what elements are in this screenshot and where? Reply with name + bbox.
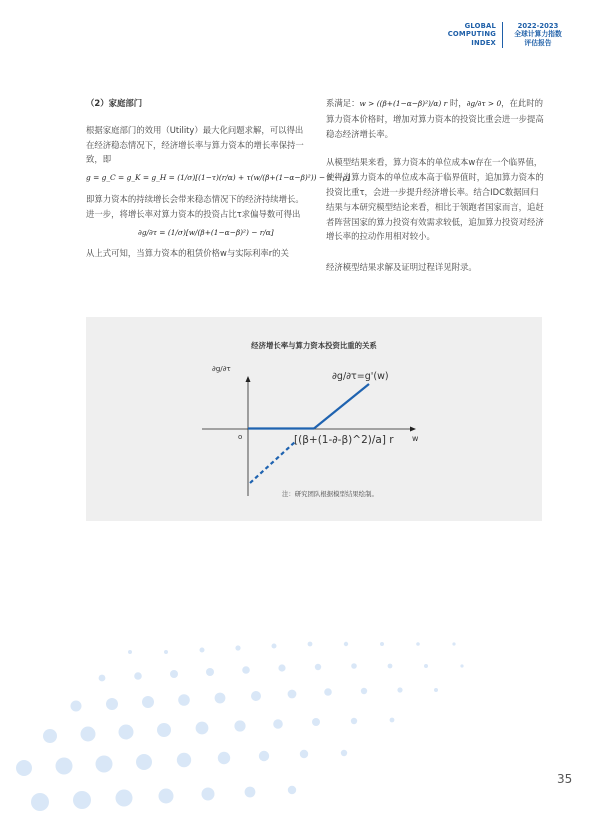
header-cn-subtitle: 评估报告 <box>524 38 552 47</box>
header-cn-title: 全球计算力指数 <box>514 30 562 39</box>
rising-segment <box>314 384 369 429</box>
left-para-2: 即算力资本的持续增长会带来稳态情况下的经济持续增长。进一步，将增长率对算力资本的投资占比τ求偏导数可得出 <box>86 193 304 219</box>
decorative-dot-pattern <box>0 630 600 814</box>
condition-prefix: 系满足： <box>326 98 360 108</box>
page-number: 35 <box>557 772 573 786</box>
threshold-label: [(β+(1-∂-β)^2)/a] r <box>294 434 394 446</box>
figure-note: 注：研究团队根据模型结果绘制。 <box>282 490 378 498</box>
header-year: 2022-2023 <box>517 22 559 30</box>
origin-label: o <box>238 433 243 441</box>
equation-growth: g = g_C = g_K = g_H = (1/σ)[(1−τ)(r/α) + τ(w/(β+(1−α−β)²)) − δ − ρ] <box>86 173 350 183</box>
left-para-3: 从上式可知，当算力资本的租赁价格w与实际利率r的关 <box>86 248 289 259</box>
header-line-2: COMPUTING <box>447 30 496 39</box>
figure-title: 经济增长率与算力资本投资比重的关系 <box>251 341 377 350</box>
condition-derivative: ∂g/∂τ > 0 <box>466 99 502 108</box>
header-line-3: INDEX <box>471 38 496 47</box>
condition-suffix: ，在此时的算力资本价格时，增加对算力资本的投资比重会进一步提高稳态经济增长率。 <box>326 98 544 139</box>
y-axis-label: ∂g/∂τ <box>212 364 231 373</box>
section-title: （2）家庭部门 <box>86 98 143 108</box>
equation-derivative: ∂g/∂τ = (1/σ)[w/(β+(1−α−β)²) − r/α] <box>138 227 274 237</box>
y-axis-arrow <box>246 376 251 382</box>
condition-inequality: w > ((β+(1−α−β)²)/α) r <box>359 99 448 108</box>
dot-grid <box>16 642 464 811</box>
condition-mid: 时， <box>449 98 467 108</box>
x-axis-arrow <box>410 427 416 432</box>
right-para-3: 经济模型结果求解及证明过程详见附录。 <box>326 262 477 273</box>
right-para-2: 从模型结果来看，算力资本的单位成本w存在一个临界值，使得当算力资本的单位成本高于临界值时，追加算力资本的投资比重τ，会进一步提升经济增长率。结合IDC数据回归结果与本研究模型结论来看，相比于领跑者国家而言，追赶者阵营国家的算力投资有效需求较低，追加算力投资对经济增长率的拉动作用相对较小。 <box>326 157 544 242</box>
left-para-1: 根据家庭部门的效用（Utility）最大化问题求解，可以得出在经济稳态情况下，经济增长率与算力资本的增长率保持一致，即 <box>86 124 304 165</box>
x-axis-label: w <box>412 434 419 443</box>
dashed-segment <box>250 441 296 483</box>
header-line-1: GLOBAL <box>464 22 496 30</box>
curve-label: ∂g/∂τ=g'(w) <box>332 371 389 382</box>
